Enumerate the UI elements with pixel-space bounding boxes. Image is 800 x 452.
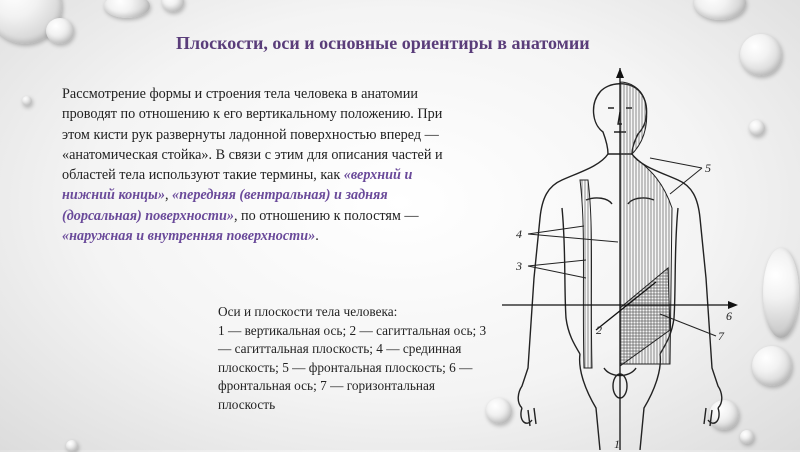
figure-caption (218, 303, 490, 415)
term-anterior-posterior-surfaces: «передняя (вентральная) и задняя (дорсальная) поверхности» (62, 187, 388, 224)
label-5: 5 (705, 161, 711, 175)
slide-title: Плоскости, оси и основные ориентиры в анатомии (176, 33, 590, 53)
caption-heading: Оси и плоскости тела человека: (218, 304, 398, 319)
label-1: 1 (614, 437, 620, 450)
caption-text: 1 — вертикальная ось; 2 — сагиттальная ось; 3 — сагиттальная плоскость; 4 — срединная плоскость; 5 — фронтальная плоскость; 6 — фронтальная ось; 7 — горизонтальная плоскость (218, 322, 487, 412)
sagittal-plane (580, 180, 592, 368)
label-4: 4 (516, 227, 522, 241)
water-drop-decoration (162, 0, 184, 12)
water-drop-decoration (749, 120, 765, 136)
water-drop-decoration (66, 440, 78, 452)
water-drop-decoration (22, 96, 32, 106)
water-drop-decoration (740, 430, 754, 444)
label-3: 3 (516, 259, 522, 273)
intro-text-continued: , по отношению к полостям — (233, 207, 419, 224)
water-drop-decoration (763, 248, 799, 338)
body-axes-illustration (500, 68, 740, 450)
water-drop-decoration (694, 0, 746, 20)
term-outer-inner-surfaces: «наружная и внутренняя поверхности» (62, 228, 316, 245)
intro-end: . (315, 228, 319, 245)
term-upper-lower-ends: «верхний и нижний концы» (62, 167, 413, 204)
anatomy-planes-figure (500, 68, 740, 450)
water-drop-decoration (752, 346, 792, 386)
water-drop-decoration (104, 0, 150, 18)
label-7: 7 (718, 329, 724, 343)
intro-paragraph (62, 84, 462, 246)
water-drop-decoration (740, 34, 782, 76)
label-2: 2 (596, 323, 602, 337)
water-drop-decoration (46, 18, 74, 44)
intro-text: Рассмотрение формы и строения тела человека в анатомии проводят по отношению к его вертикальному положению. При этом кисти рук развернуты ладонной поверхностью вперед — «анатомическая стойка». В связи с этим для описания частей и областей тела используют такие термины, как (62, 86, 443, 184)
intro-separator: , (164, 187, 173, 204)
label-6: 6 (726, 309, 732, 323)
